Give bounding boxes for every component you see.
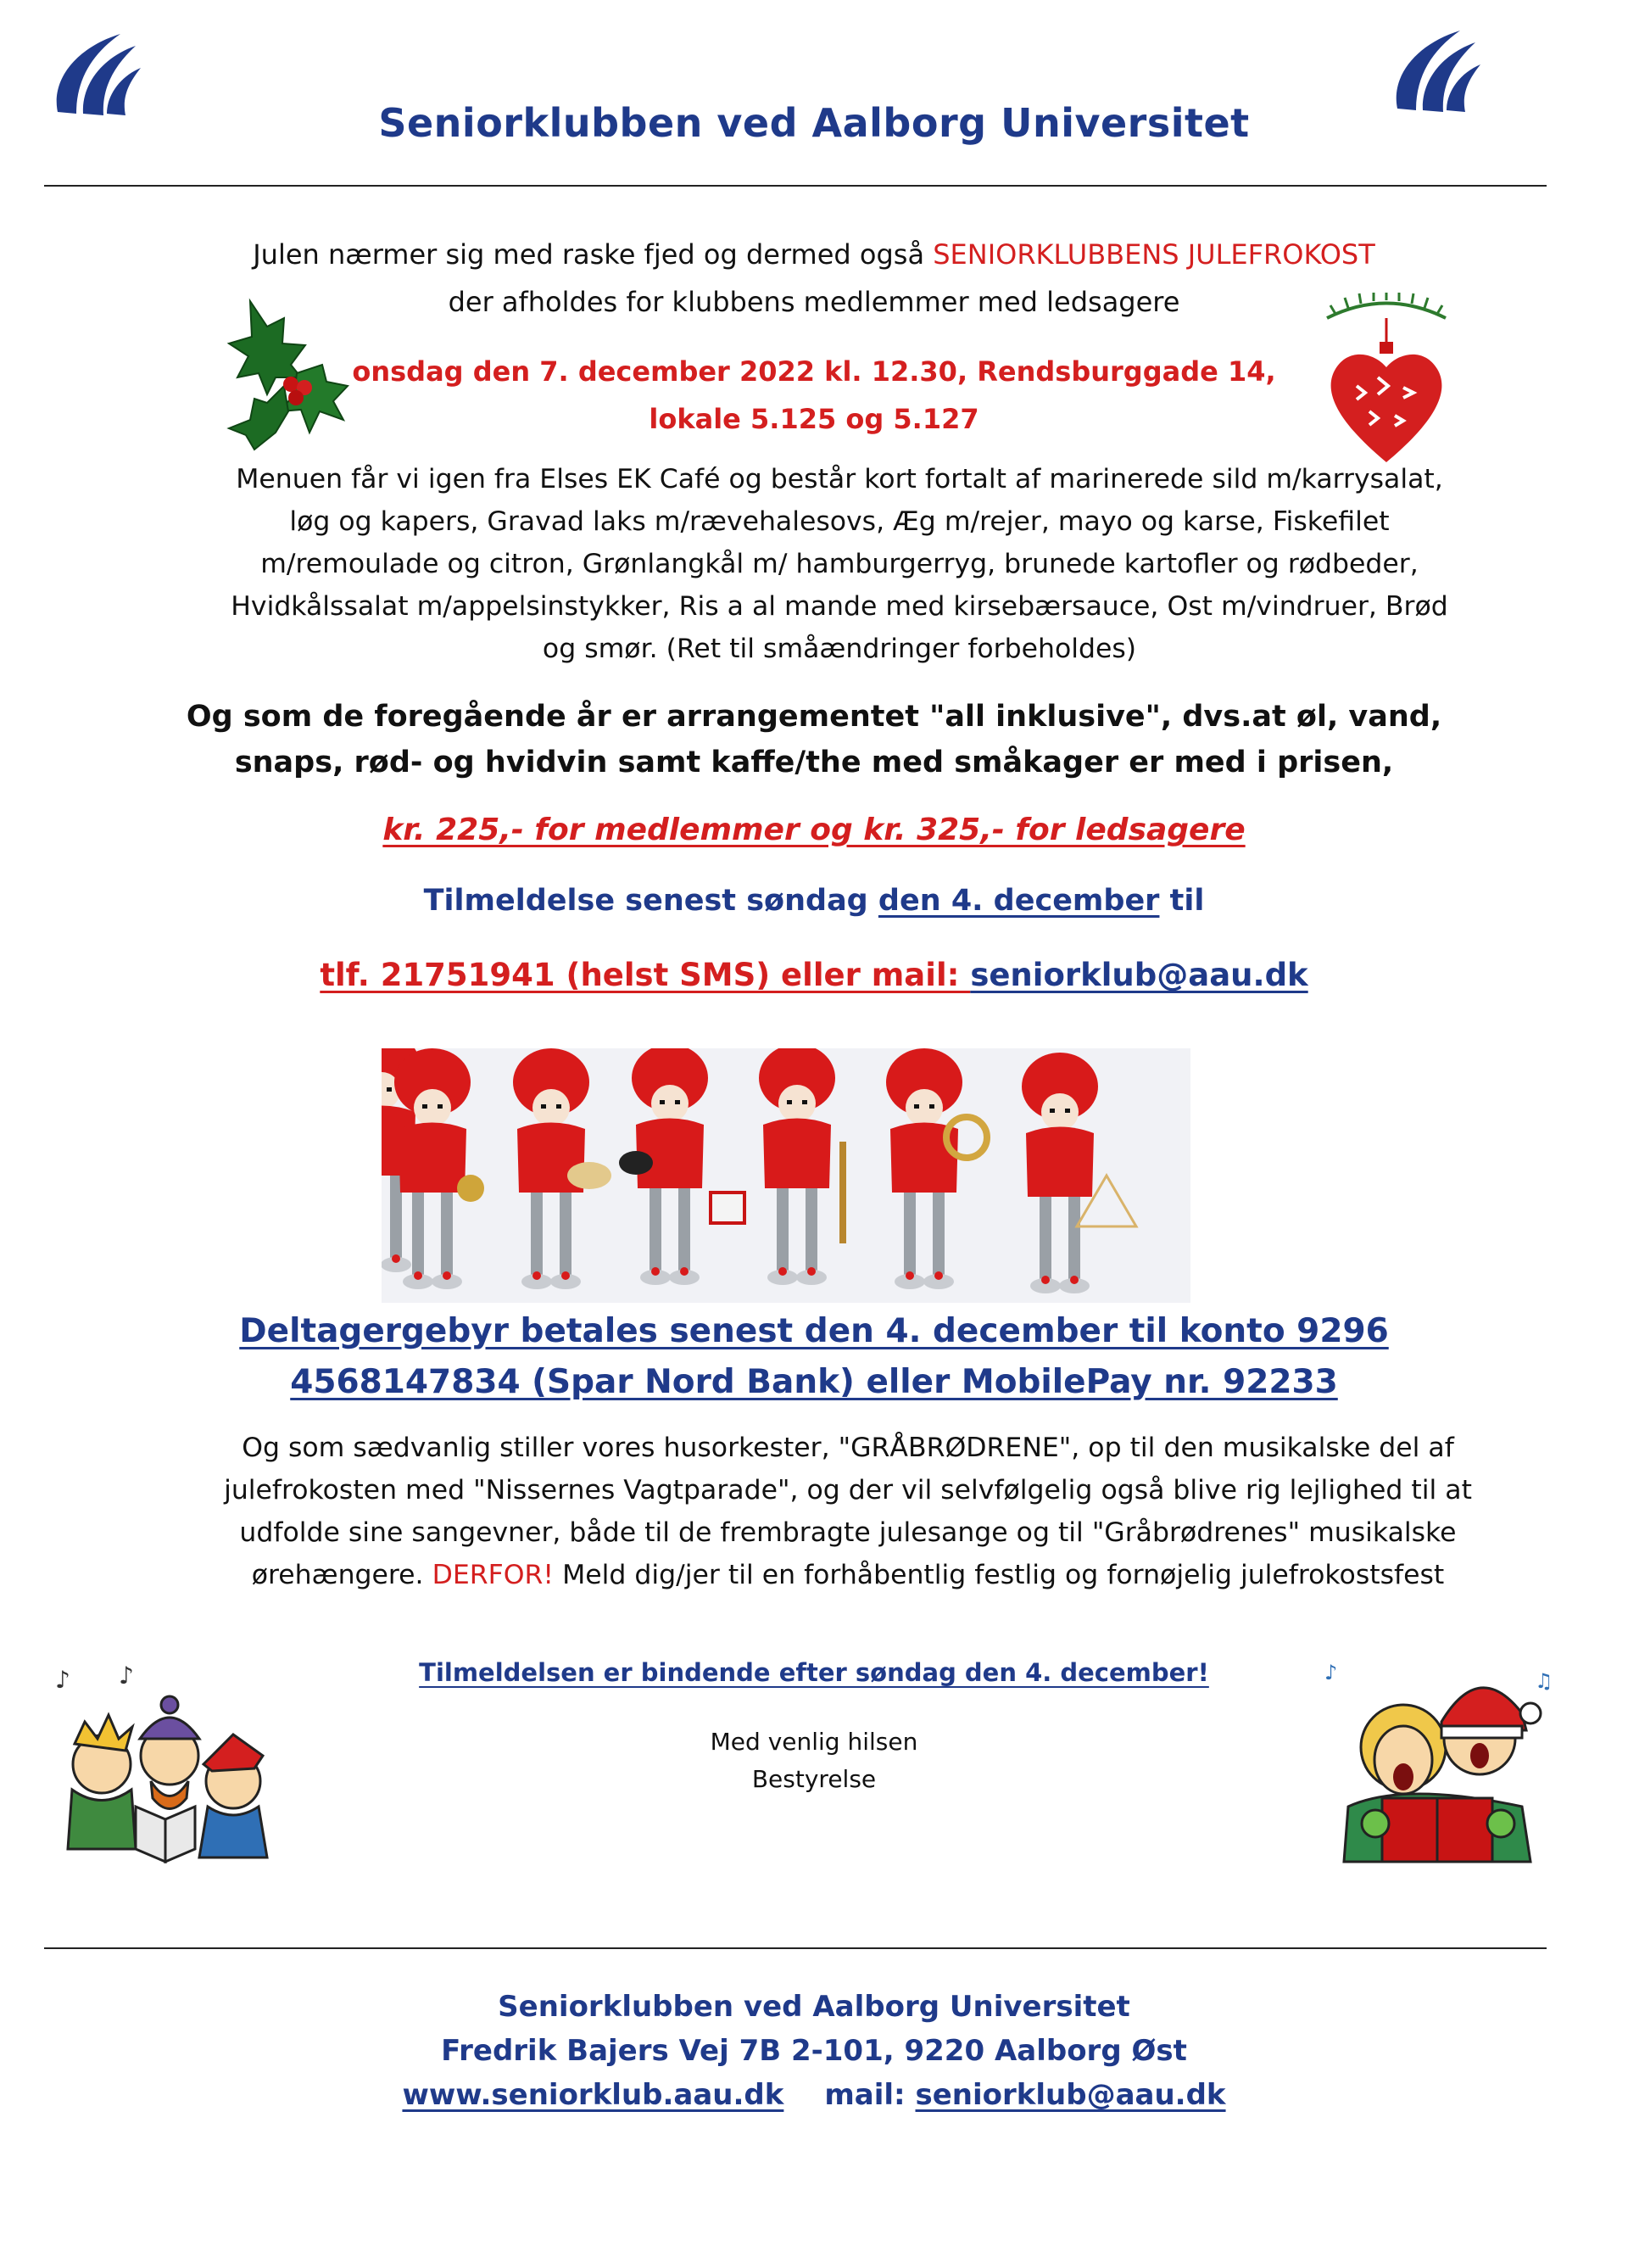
payment-info	[0, 1306, 1628, 1408]
aau-wave-logo-icon	[1382, 25, 1484, 119]
signature-board: Bestyrelse	[751, 1765, 877, 1793]
orchestra-emphasis: DERFOR!	[432, 1560, 555, 1590]
event-details	[0, 348, 1628, 443]
elf-figures	[382, 1048, 1190, 1303]
price-line	[0, 813, 1628, 847]
event-name: SENIORKLUBBENS JULEFROKOST	[933, 238, 1375, 271]
greeting-line: Med venlig hilsen	[710, 1728, 918, 1756]
footer-club-name: Seniorklubben ved Aalborg Universitet	[498, 1990, 1130, 2024]
orchestra-text: Og som sædvanlig stiller vores husorkester, "GRÅBRØDRENE", op til den musikalske del af julefrokosten med "Nissernes Vagtparade", og der vil selvfølgelig også blive rig lejlighed til at udfolde sine sangevner, både til de frembragte julesange og til "Gråbrødrenes" musikalske ørehængere.	[224, 1433, 1472, 1590]
footer-mail-label: mail:	[824, 2078, 916, 2112]
intro-line-2: der afholdes for klubbens medlemmer med ledsagere	[448, 286, 1180, 318]
svg-text:♪: ♪	[55, 1666, 70, 1694]
footer-website-link[interactable]: www.seniorklub.aau.dk	[402, 2078, 784, 2112]
intro-text: Julen nærmer sig med raske fjed og dermed også	[253, 238, 934, 271]
orchestra-description	[220, 1427, 1475, 1596]
all-inclusive-note	[0, 694, 1628, 785]
footer-links	[0, 2073, 1628, 2117]
event-room-line: lokale 5.125 og 5.127	[649, 403, 979, 435]
orchestra-text-end: Meld dig/jer til en forhåbentlig festlig og fornøjelig julefrokostsfest	[554, 1560, 1445, 1590]
contact-phone: tlf. 21751941 (helst SMS) eller mail:	[320, 957, 971, 993]
footer-divider	[44, 1947, 1547, 1949]
payment-line-2: 4568147834 (Spar Nord Bank) eller MobilePay nr. 92233	[290, 1363, 1338, 1401]
svg-text:♫: ♫	[1535, 1669, 1553, 1693]
svg-text:♪: ♪	[1324, 1661, 1338, 1684]
contact-email-link[interactable]: seniorklub@aau.dk	[970, 957, 1308, 993]
all-inclusive-line-1: Og som de foregående år er arrangementet "all inklusive", dvs.at øl, vand,	[186, 700, 1442, 734]
signup-text: Tilmeldelse senest søndag	[423, 884, 878, 918]
intro-line-1	[0, 231, 1628, 278]
header-divider	[44, 185, 1547, 187]
footer-address: Fredrik Bajers Vej 7B 2-101, 9220 Aalborg Øst	[441, 2034, 1187, 2068]
signup-suffix: til	[1159, 884, 1205, 918]
footer	[0, 1985, 1628, 2117]
binding-text: Tilmeldelsen er bindende efter søndag den 4. december!	[419, 1658, 1209, 1687]
santa-carolers-cartoon-icon	[1323, 1654, 1560, 1866]
svg-text:♪: ♪	[119, 1662, 134, 1690]
event-date-line: onsdag den 7. december 2022 kl. 12.30, Rendsburggade 14,	[352, 355, 1276, 388]
price-text: kr. 225,- for medlemmer og kr. 325,- for ledsagere	[382, 813, 1246, 847]
contact-line	[0, 957, 1628, 993]
header-title: Seniorklubben ved Aalborg Universitet	[378, 100, 1250, 146]
christmas-elf-orchestra-photo	[382, 1048, 1190, 1303]
menu-description: Menuen får vi igen fra Elses EK Café og består kort fortalt af marinerede sild m/karrysalat, løg og kapers, Gravad laks m/rævehalesovs, Æg m/rejer, mayo og karse, Fiskefilet m/remoulade og citron, Grønlangkål m/ hamburgerryg, brunede kartofler og rødbeder, Hvidkålssalat m/appelsinstykker, Ris a al mande med kirsebærsauce, Ost m/vindruer, Brød og smør. (Ret til småændringer forbeholdes)	[231, 464, 1448, 664]
signup-deadline	[0, 884, 1628, 918]
all-inclusive-line-2: snaps, rød- og hvidvin samt kaffe/the med småkager er med i prisen,	[234, 746, 1394, 779]
footer-email-link[interactable]: seniorklub@aau.dk	[915, 2078, 1226, 2112]
signup-date: den 4. december	[878, 884, 1160, 918]
payment-line-1: Deltagergebyr betales senest den 4. december til konto 9296	[239, 1312, 1389, 1350]
